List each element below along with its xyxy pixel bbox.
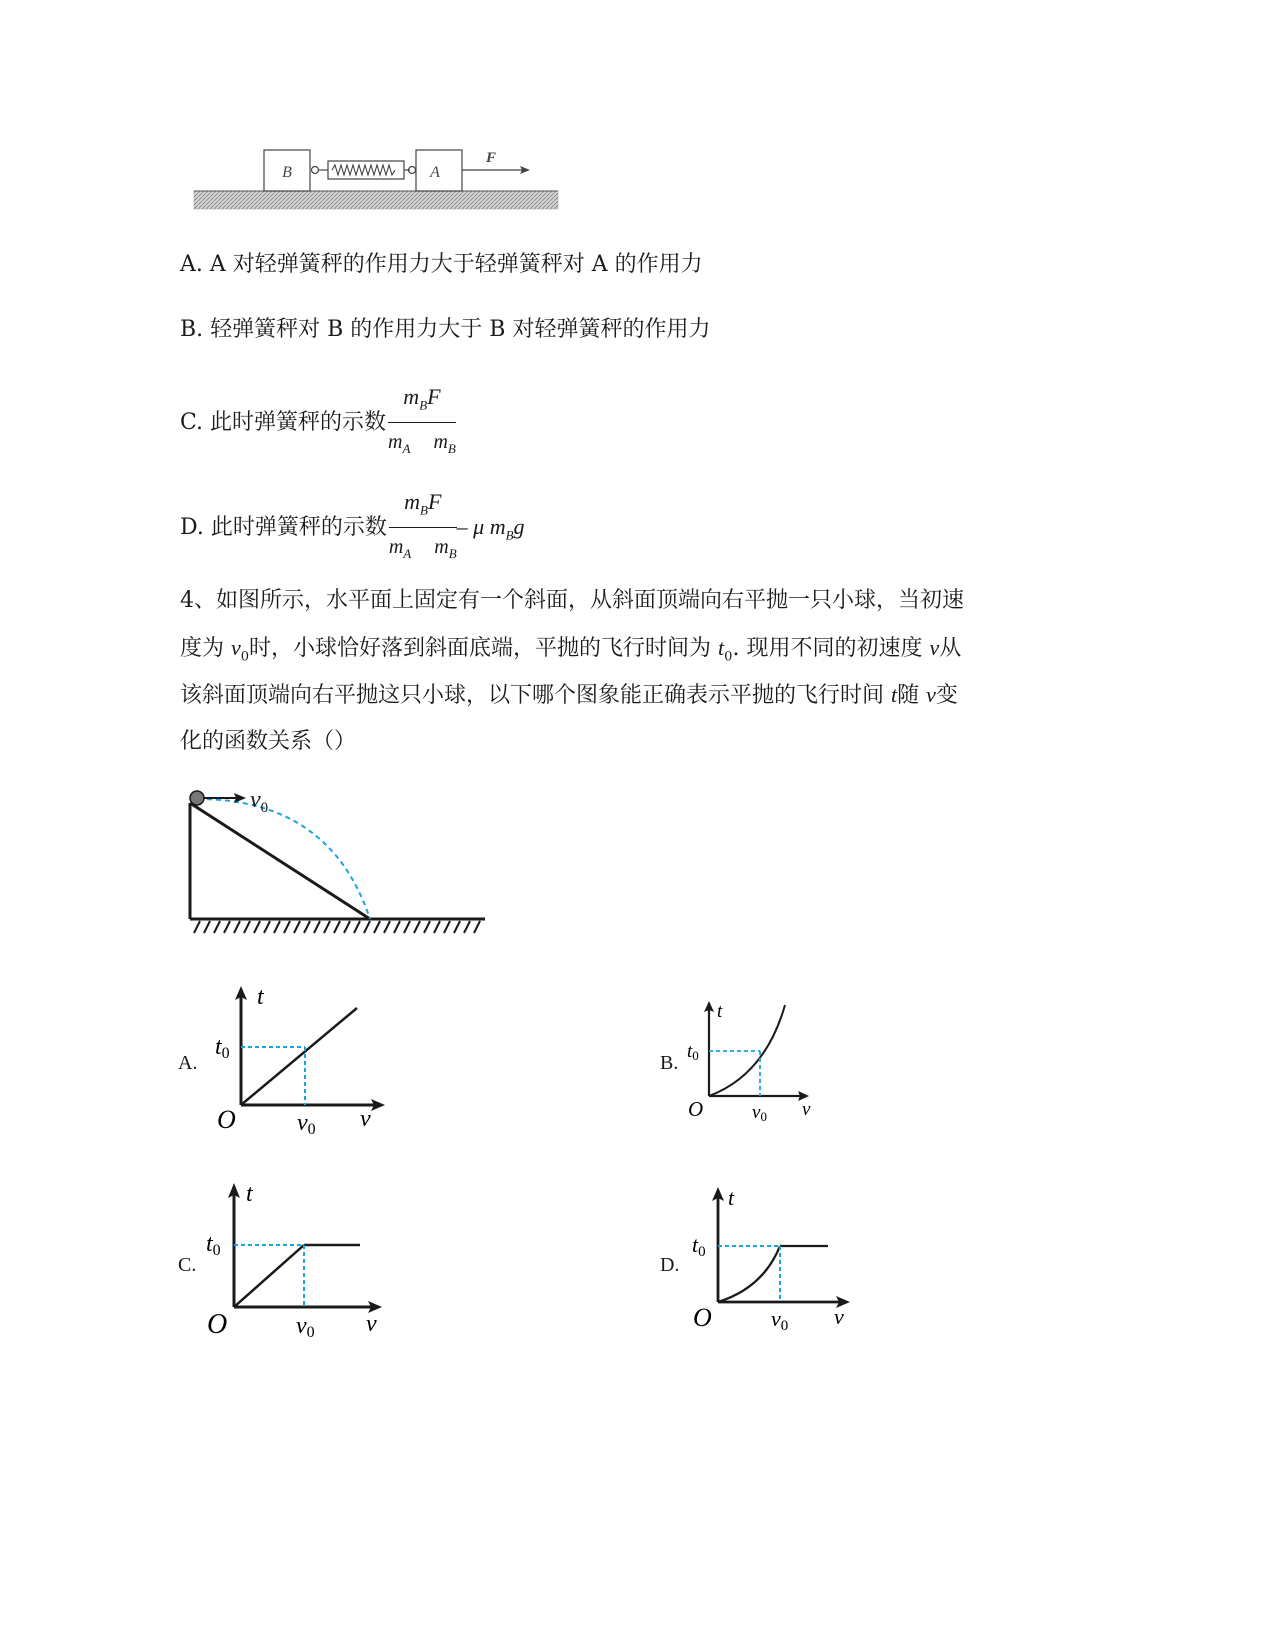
question4-line2: 度为 $v_0$时，小球恰好落到斜面底端，平抛的飞行时间为 $t_0$. 现用不同的初速度 v从 <box>180 635 962 665</box>
graph-b-label: B. <box>660 1052 679 1074</box>
graph-a <box>205 980 395 1140</box>
block-b-label: B <box>282 164 292 181</box>
svg-text:v0: v0 <box>752 1102 767 1124</box>
graph-c <box>200 1175 400 1345</box>
svg-text:v: v <box>360 1106 371 1132</box>
svg-text:t: t <box>717 1001 723 1022</box>
svg-text:v: v <box>834 1304 844 1329</box>
svg-text:v0: v0 <box>771 1306 789 1334</box>
option-b: B. 轻弹簧秤对 B 的作用力大于 B 对轻弹簧秤的作用力 <box>180 317 711 342</box>
svg-text:t0: t0 <box>692 1232 706 1260</box>
force-label: F <box>486 150 497 166</box>
option-d-prefix: D. 此时弹簧秤的示数 <box>180 515 387 541</box>
svg-text:v0: v0 <box>297 1110 316 1138</box>
svg-text:O: O <box>688 1097 704 1121</box>
svg-text:O: O <box>217 1105 236 1134</box>
graph-c-label: C. <box>178 1254 197 1276</box>
svg-text:t: t <box>728 1185 735 1210</box>
svg-text:O: O <box>693 1303 712 1332</box>
svg-text:t: t <box>246 1181 253 1207</box>
graph-d-label: D. <box>660 1254 680 1276</box>
svg-text:t0: t0 <box>206 1231 221 1259</box>
option-c-prefix: C. 此时弹簧秤的示数 <box>180 410 387 436</box>
graph-d <box>688 1180 868 1340</box>
option-d <box>180 487 525 569</box>
graph-a-label: A. <box>178 1052 198 1074</box>
svg-text:O: O <box>207 1309 228 1340</box>
spring-scale-figure <box>190 145 570 215</box>
fraction-d: $\frac{m_BF}{m_A m_B}$ <box>388 489 457 562</box>
svg-text:v0: v0 <box>296 1313 315 1341</box>
block-a-label: A <box>430 164 440 181</box>
svg-text:v: v <box>802 1099 811 1120</box>
question4-line3: 该斜面顶端向右平抛这只小球，以下哪个图象能正确表示平抛的飞行时间 t随 v变 <box>180 682 958 708</box>
svg-text:v: v <box>366 1311 377 1337</box>
svg-text:t0: t0 <box>215 1034 230 1062</box>
option-a: A. A 对轻弹簧秤的作用力大于轻弹簧秤对 A 的作用力 <box>180 252 703 277</box>
incline-figure <box>180 785 500 945</box>
svg-text:t: t <box>257 984 264 1010</box>
option-c <box>180 382 456 464</box>
ball <box>190 791 204 805</box>
question4-line4: 化的函数关系（） <box>180 729 357 754</box>
v0-label: $v_0$ <box>250 787 269 816</box>
question4-line1: 4、如图所示，水平面上固定有一个斜面，从斜面顶端向右平抛一只小球，当初速 <box>180 588 964 613</box>
option-d-suffix: – μ $m_Bg$ <box>456 514 525 543</box>
svg-text:t0: t0 <box>687 1041 699 1063</box>
fraction-c: $\frac{m_BF}{m_A m_B}$ <box>388 384 456 457</box>
graph-b <box>685 995 835 1130</box>
ground <box>194 191 558 209</box>
